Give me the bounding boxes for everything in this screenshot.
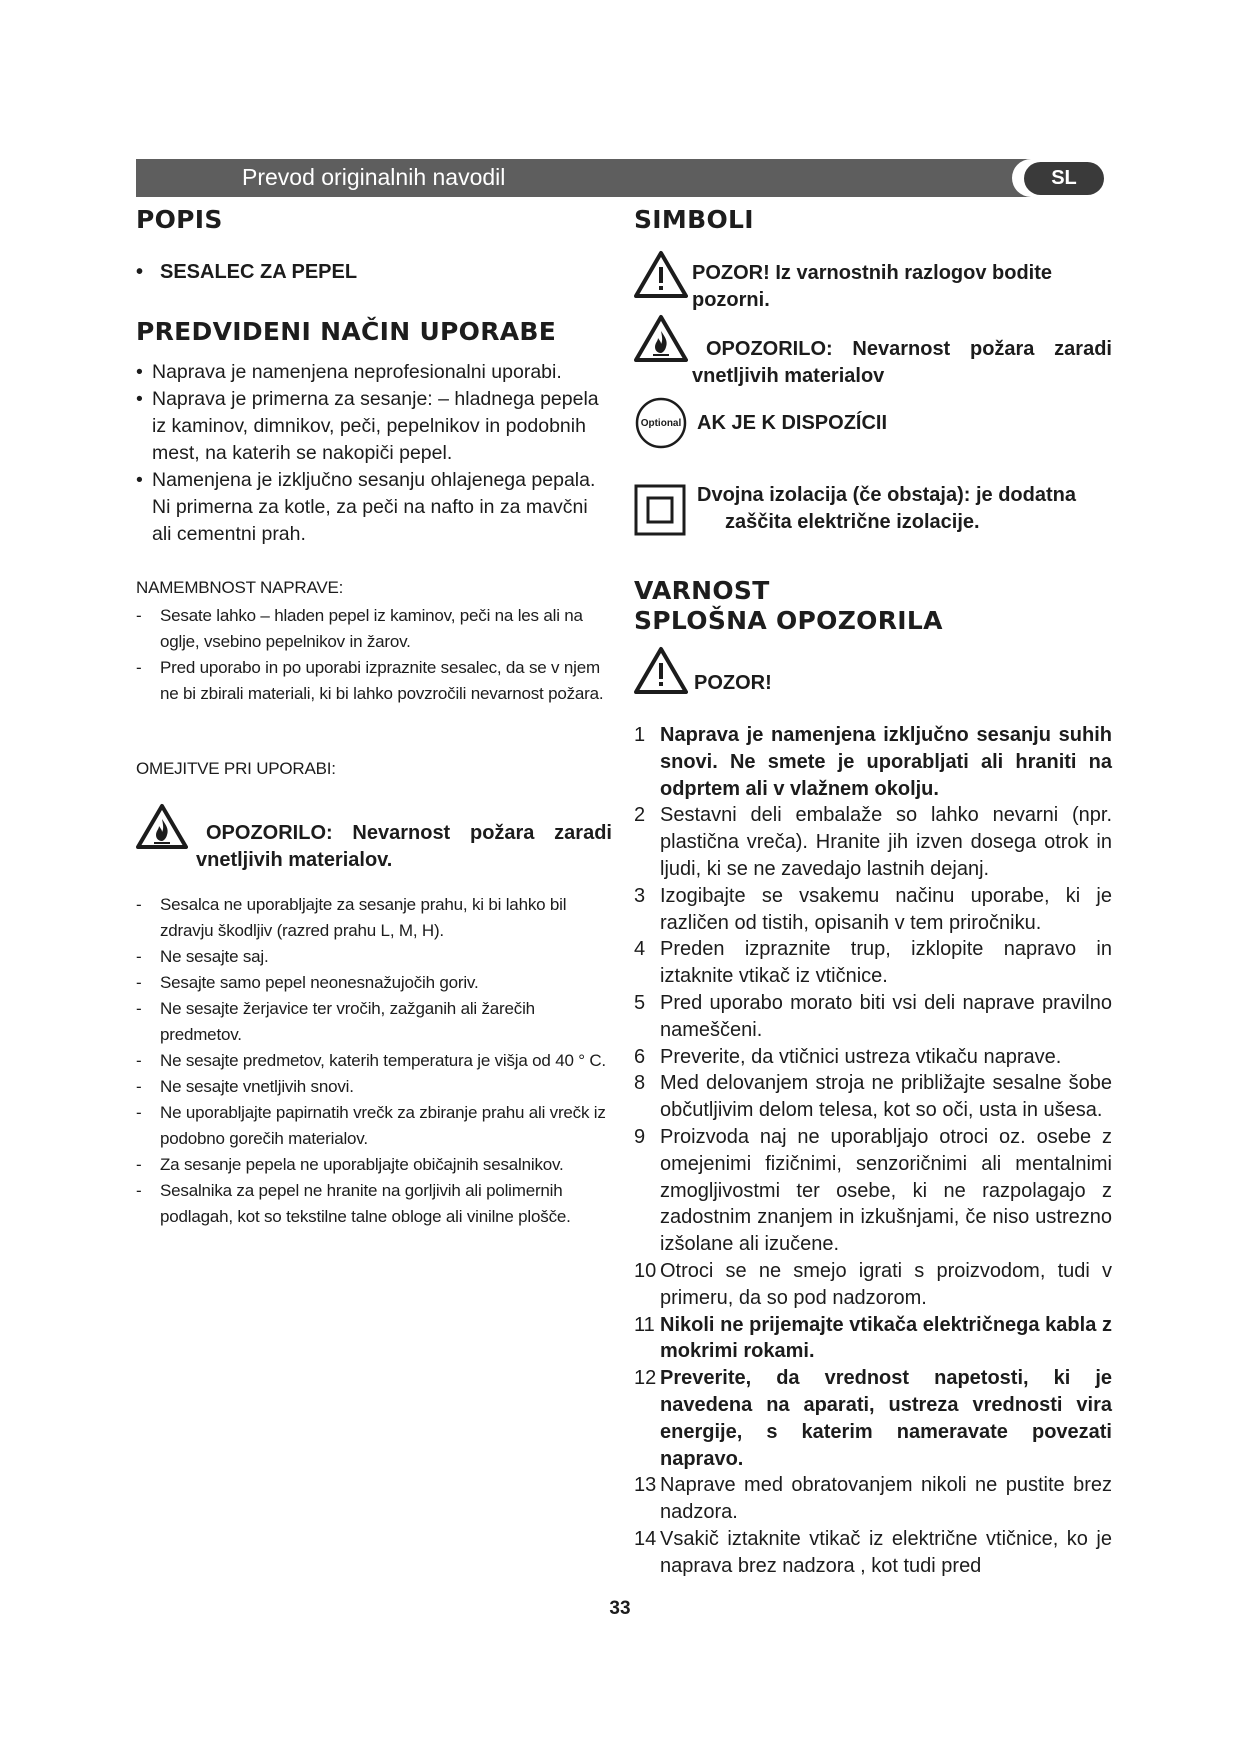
- list-item: - Pred uporabo in po uporabi izpraznite sesalec, da se v njem ne bi zbirali materiali, ki bi lahko povzročili nevarnost požara.: [136, 658, 604, 703]
- symbol-double-insulation-row: [634, 478, 1112, 538]
- safety-warnings-list: [634, 722, 1112, 1580]
- list-item: - Ne sesajte saj.: [136, 947, 269, 966]
- safety-item: 11 Nikoli ne prijemajte vtikača električnega kabla z mokrimi rokami.: [634, 1313, 1112, 1363]
- list-item: - Ne uporabljajte papirnatih vrečk za zbiranje prahu ali vrečk iz podobno gorečih materialov.: [136, 1103, 606, 1148]
- safety-item: 8 Med delovanjem stroja ne približajte sesalne šobe občutljivim delom telesa, kot so oči, usta in ušesa.: [634, 1072, 1112, 1122]
- safety-item: 4 Preden izpraznite trup, izklopite napravo in iztaknite vtikač iz vtičnice.: [634, 938, 1112, 988]
- omejitve-label: OMEJITVE PRI UPORABI:: [136, 759, 336, 778]
- simboli-heading: SIMBOLI: [634, 205, 754, 234]
- list-item: - Sesajte samo pepel neonesnažujočih goriv.: [136, 973, 479, 992]
- safety-item: 5 Pred uporabo morato biti vsi deli naprave pravilno nameščeni.: [634, 991, 1112, 1041]
- list-item: - Sesalca ne uporabljajte za sesanje prahu, ki bi lahko bil zdravju škodljiv (razred prahu L, M, H).: [136, 895, 567, 940]
- fire-warning-icon: [136, 803, 188, 849]
- symbol-fire-row: [634, 314, 1112, 387]
- fire-warning-icon: [634, 314, 688, 362]
- popis-item: • SESALEC ZA PEPEL: [136, 261, 358, 283]
- safety-item: 13 Naprave med obratovanjem nikoli ne pustite brez nadzora.: [634, 1474, 1112, 1524]
- optional-icon-text: Optional: [640, 418, 682, 429]
- safety-item: 12 Preverite, da vrednost napetosti, ki je navedena na aparati, ustreza vrednosti vira energije, s katerim nameravate povezati napravo.: [634, 1367, 1112, 1470]
- optional-icon: [634, 396, 688, 450]
- safety-item: 14 Vsakič iztaknite vtikač iz električne vtičnice, ko je naprava brez nadzora , kot tudi pred: [634, 1527, 1112, 1577]
- safety-item: 9 Proizvoda naj ne uporabljajo otroci oz. osebe z omejenimi fizičnimi, senzoričnimi ali mentalnimi zmogljivostmi ter osebe, ki ne razpolagajo z zadostnim znanjem in izkušnjami, če niso ustrezno izšolane ali izučene.: [634, 1125, 1112, 1256]
- warning-icon: [634, 250, 688, 298]
- fire-warning-row: [136, 803, 612, 871]
- symbol-pozor-row: [634, 250, 1112, 314]
- safety-item: 3 Izogibajte se vsakemu načinu uporabe, ki je različen od tistih, opisanih v tem priročniku.: [634, 884, 1112, 934]
- warning-icon: [634, 646, 688, 694]
- namembnost-label: NAMEMBNOST NAPRAVE:: [136, 578, 344, 597]
- right-column: [634, 205, 1112, 1580]
- symbol-fire-text: OPOZORILO: Nevarnost požara zaradi vnetljivih materialov: [692, 338, 1112, 387]
- symbol-optional-row: [634, 396, 1112, 452]
- omejitve-list: [136, 892, 612, 1230]
- language-badge: SL: [1024, 162, 1104, 195]
- varnost-pozor-text: POZOR!: [694, 672, 772, 694]
- list-item: - Ne sesajte vnetljivih snovi.: [136, 1077, 354, 1096]
- page-number: 33: [609, 1598, 631, 1619]
- list-item: • Namenjena je izključno sesanju ohlajenega pepala. Ni primerna za kotle, za peči na nafto in za mavčni ali cementni prah.: [136, 469, 596, 545]
- left-column: [136, 205, 612, 1230]
- list-item: - Sesate lahko – hladen pepel iz kaminov, peči na les ali na oglje, vsebino pepelnikov in žarov.: [136, 606, 583, 651]
- header-title: Prevod originalnih navodil: [242, 164, 506, 190]
- namembnost-list: [136, 603, 612, 707]
- safety-item: 2 Sestavni deli embalaže so lahko nevarni (npr. plastična vreča). Hranite jih izven dosega otrok in ljudi, ki se ne zavedajo lastnih dejanj.: [634, 804, 1112, 880]
- varnost-heading: VARNOST: [634, 576, 770, 605]
- list-item: - Ne sesajte žerjavice ter vročih, zažganih ali žarečih predmetov.: [136, 999, 535, 1044]
- symbol-double-insulation-text: Dvojna izolacija (če obstaja): je dodatna zaščita električne izolacije.: [697, 484, 1076, 533]
- symbol-optional-text: AK JE K DISPOZÍCII: [697, 412, 888, 434]
- symbol-pozor-text: POZOR! Iz varnostnih razlogov bodite pozorni.: [692, 262, 1053, 311]
- popis-item-text: SESALEC ZA PEPEL: [160, 261, 358, 283]
- list-item: - Sesalnika za pepel ne hranite na gorljivih ali polimernih podlagah, kot so tekstilne talne obloge ali vinilne plošče.: [136, 1181, 571, 1226]
- predvideni-heading: PREDVIDENI NAČIN UPORABE: [136, 317, 557, 346]
- varnost-pozor-row: [634, 644, 1112, 700]
- safety-item: 1 Naprava je namenjena izključno sesanju suhih snovi. Ne smete je uporabljati ali hraniti na odprtem ali v vlažnem okolju.: [634, 724, 1112, 800]
- list-item: • Naprava je namenjena neprofesionalni uporabi.: [136, 361, 562, 383]
- splosna-opozorila-heading: SPLOŠNA OPOZORILA: [634, 606, 943, 635]
- safety-item: 10 Otroci se ne smejo igrati s proizvodom, tudi v primeru, da so pod nadzorom.: [634, 1259, 1112, 1309]
- safety-item: 6 Preverite, da vtičnici ustreza vtikaču naprave.: [634, 1045, 1062, 1068]
- list-item: - Ne sesajte predmetov, katerih temperatura je višja od 40 ° C.: [136, 1051, 606, 1070]
- double-insulation-icon: [634, 484, 686, 536]
- list-item: - Za sesanje pepela ne uporabljajte običajnih sesalnikov.: [136, 1155, 564, 1174]
- popis-heading: POPIS: [136, 205, 223, 234]
- header-bar: [136, 159, 1094, 197]
- list-item: • Naprava je primerna za sesanje: – hladnega pepela iz kaminov, dimnikov, peči, pepelnikov in podobnih mest, na katerih se nakopiči pepel.: [136, 388, 599, 464]
- predvideni-list: [136, 359, 612, 548]
- fire-warning-text: OPOZORILO: Nevarnost požara zaradi vnetljivih materialov.: [196, 822, 612, 871]
